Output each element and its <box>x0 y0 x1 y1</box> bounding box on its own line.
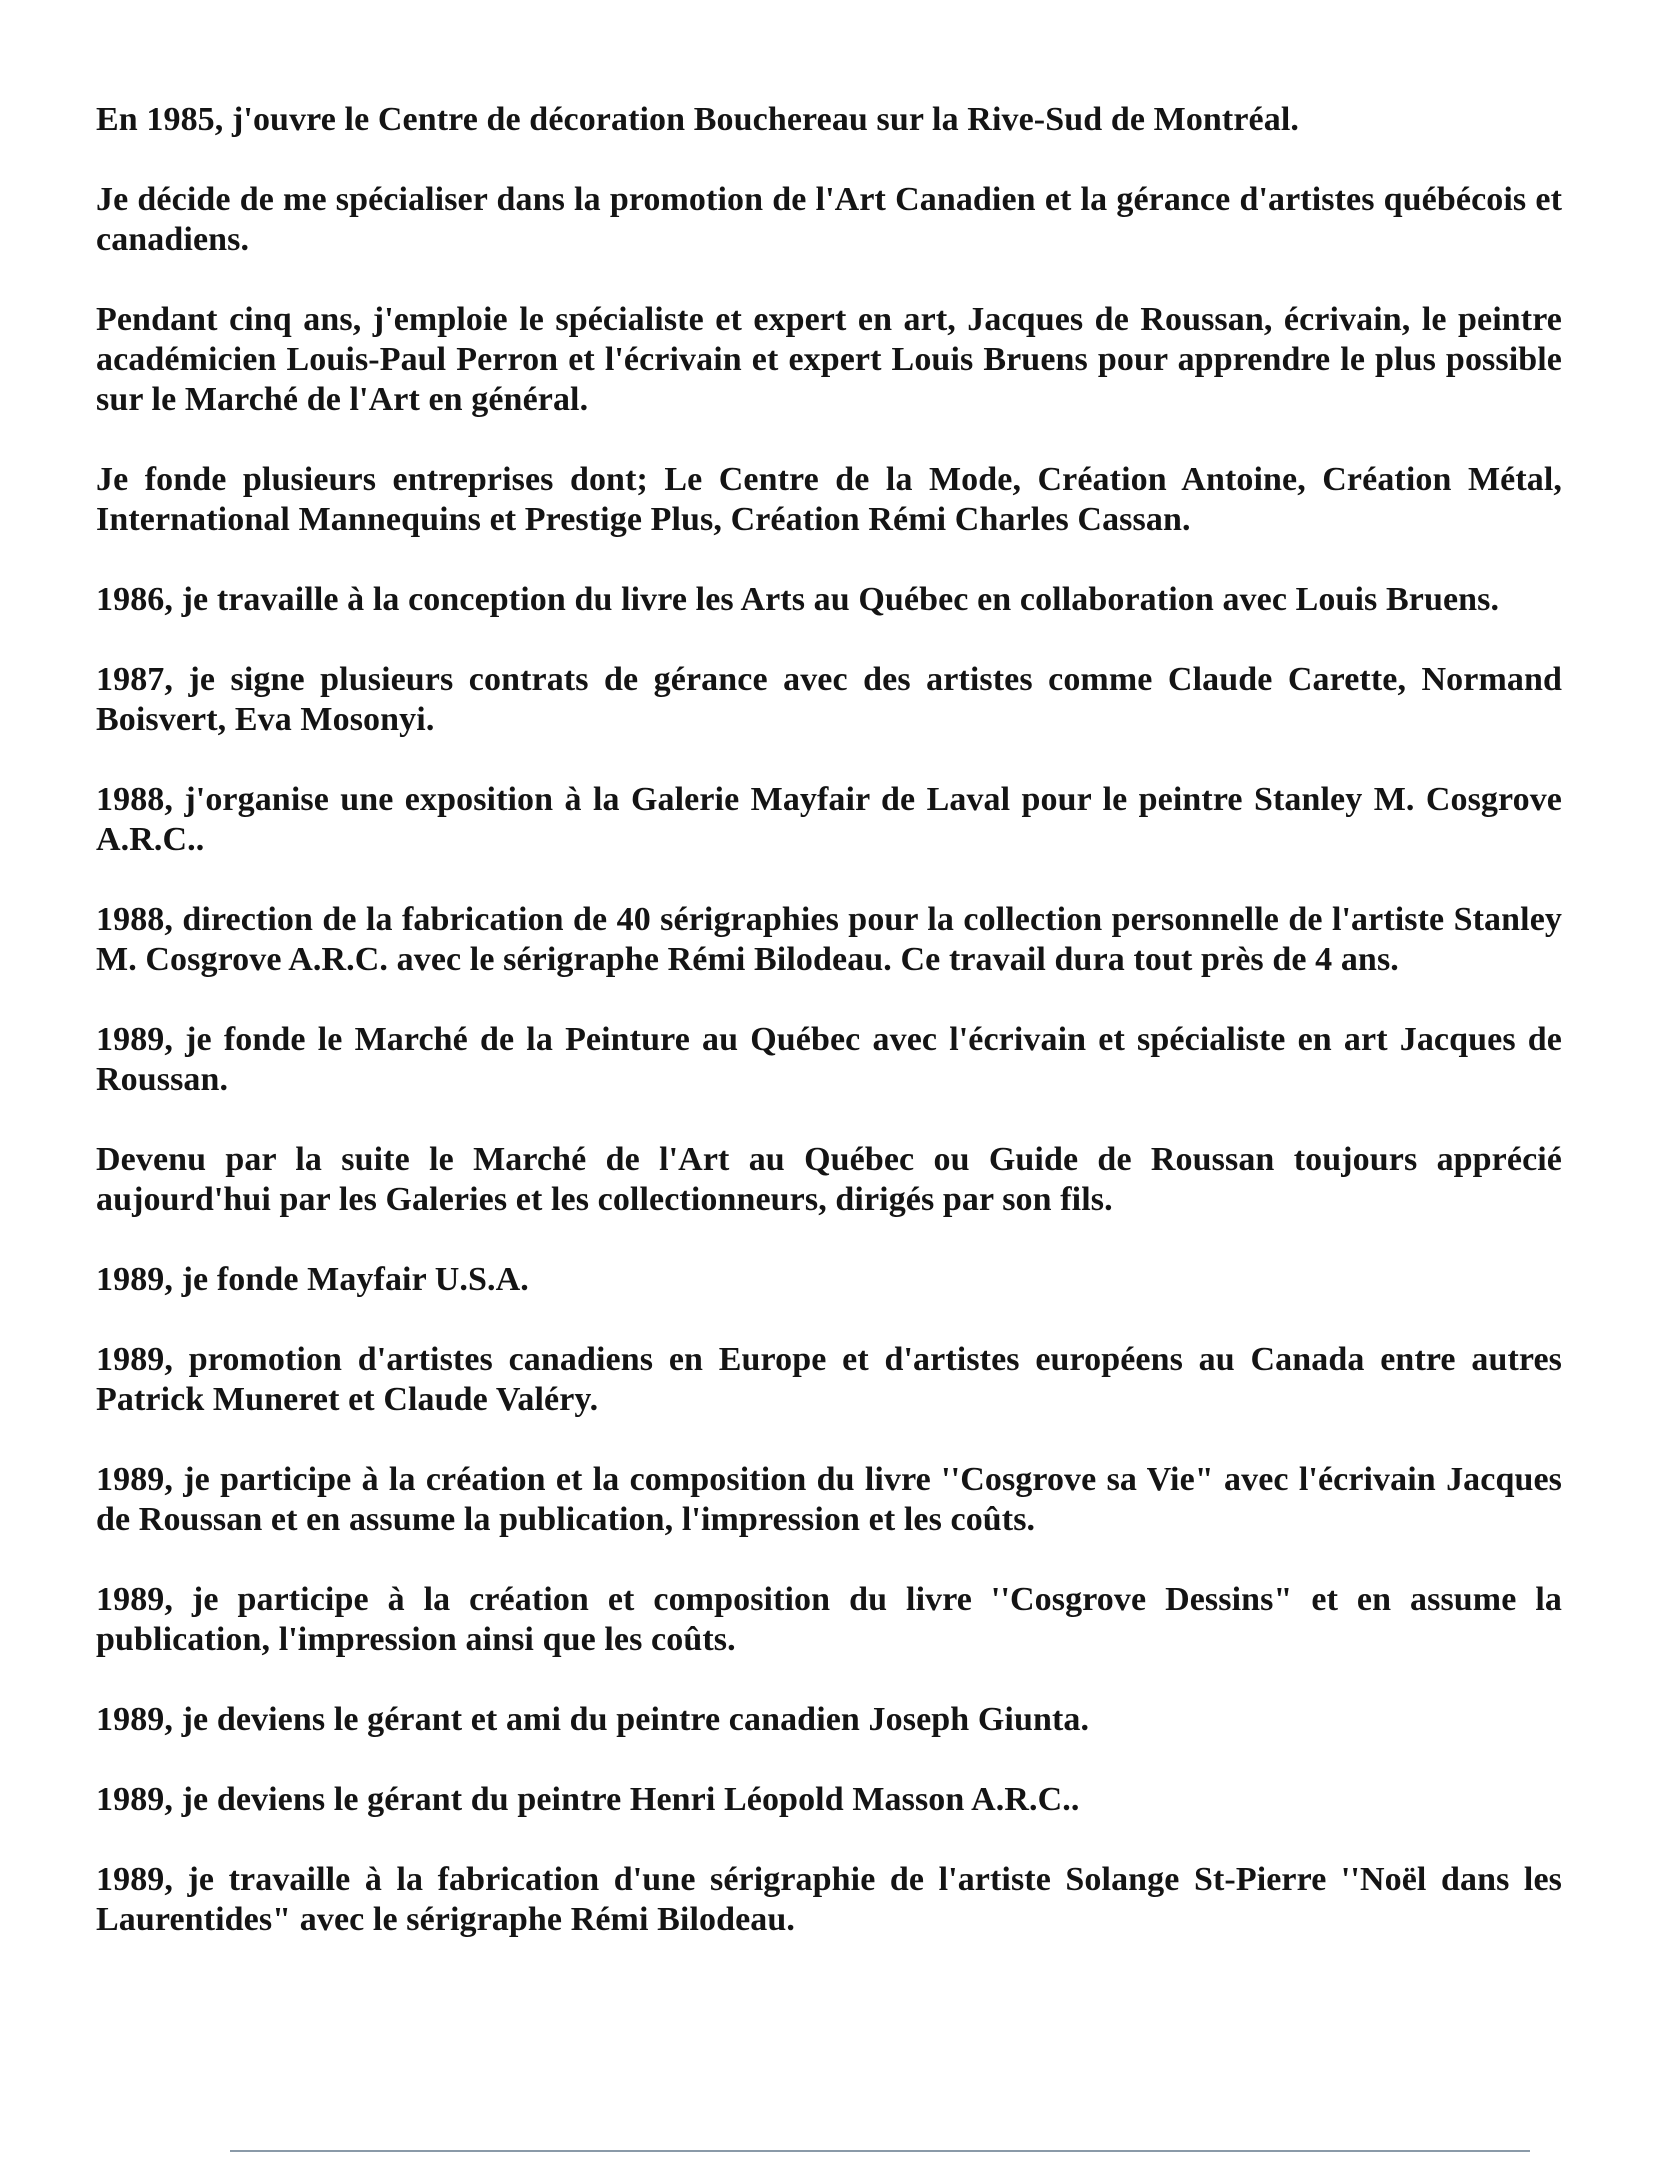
paragraph-entreprises: Je fonde plusieurs entreprises dont; Le Centre de la Mode, Création Antoine, Création Métal, International Mannequins et Prestige Plus, Création Rémi Charles Cassan. <box>96 461 1562 538</box>
paragraph-1989-cosgrove-dessins: 1989, je participe à la création et composition du livre ''Cosgrove Dessins" et en assume la publication, l'impression ainsi que les coûts. <box>96 1581 1562 1658</box>
paragraph-1989-mayfair-usa: 1989, je fonde Mayfair U.S.A. <box>96 1261 529 1298</box>
paragraph-1987-contrats: 1987, je signe plusieurs contrats de gérance avec des artistes comme Claude Carette, Normand Boisvert, Eva Mosonyi. <box>96 661 1562 738</box>
bottom-divider <box>230 2150 1530 2152</box>
document-body <box>96 100 1562 1980</box>
paragraph-1989-joseph-giunta: 1989, je deviens le gérant et ami du peintre canadien Joseph Giunta. <box>96 1701 1090 1738</box>
paragraph-1985-centre-decoration: En 1985, j'ouvre le Centre de décoration Bouchereau sur la Rive-Sud de Montréal. <box>96 101 1299 138</box>
paragraph-1989-promotion-europe: 1989, promotion d'artistes canadiens en Europe et d'artistes européens au Canada entre autres Patrick Muneret et Claude Valéry. <box>96 1341 1562 1418</box>
paragraph-1989-solange-st-pierre: 1989, je travaille à la fabrication d'une sérigraphie de l'artiste Solange St-Pierre ''Noël dans les Laurentides" avec le sérigraphe Rémi Bilodeau. <box>96 1861 1562 1938</box>
paragraph-cinq-ans-experts: Pendant cinq ans, j'emploie le spécialiste et expert en art, Jacques de Roussan, écrivain, le peintre académicien Louis-Paul Perron et l'écrivain et expert Louis Bruens pour apprendre le plus possible sur le Marché de l'Art en général. <box>96 301 1562 418</box>
paragraph-guide-de-roussan: Devenu par la suite le Marché de l'Art au Québec ou Guide de Roussan toujours apprécié aujourd'hui par les Galeries et les collectionneurs, dirigés par son fils. <box>96 1141 1562 1218</box>
paragraph-1989-henri-masson: 1989, je deviens le gérant du peintre Henri Léopold Masson A.R.C.. <box>96 1781 1080 1818</box>
paragraph-1986-livre: 1986, je travaille à la conception du livre les Arts au Québec en collaboration avec Louis Bruens. <box>96 581 1500 618</box>
paragraph-1988-serigraphies: 1988, direction de la fabrication de 40 sérigraphies pour la collection personnelle de l'artiste Stanley M. Cosgrove A.R.C. avec le sérigraphe Rémi Bilodeau. Ce travail dura tout près de 4 ans. <box>96 901 1562 978</box>
paragraph-specialisation-art-canadien: Je décide de me spécialiser dans la promotion de l'Art Canadien et la gérance d'artistes québécois et canadiens. <box>96 181 1562 258</box>
paragraph-1988-exposition: 1988, j'organise une exposition à la Galerie Mayfair de Laval pour le peintre Stanley M. Cosgrove A.R.C.. <box>96 781 1562 858</box>
paragraph-1989-cosgrove-sa-vie: 1989, je participe à la création et la composition du livre ''Cosgrove sa Vie" avec l'écrivain Jacques de Roussan et en assume la publication, l'impression et les coûts. <box>96 1461 1562 1538</box>
paragraph-1989-marche-peinture: 1989, je fonde le Marché de la Peinture au Québec avec l'écrivain et spécialiste en art Jacques de Roussan. <box>96 1021 1562 1098</box>
